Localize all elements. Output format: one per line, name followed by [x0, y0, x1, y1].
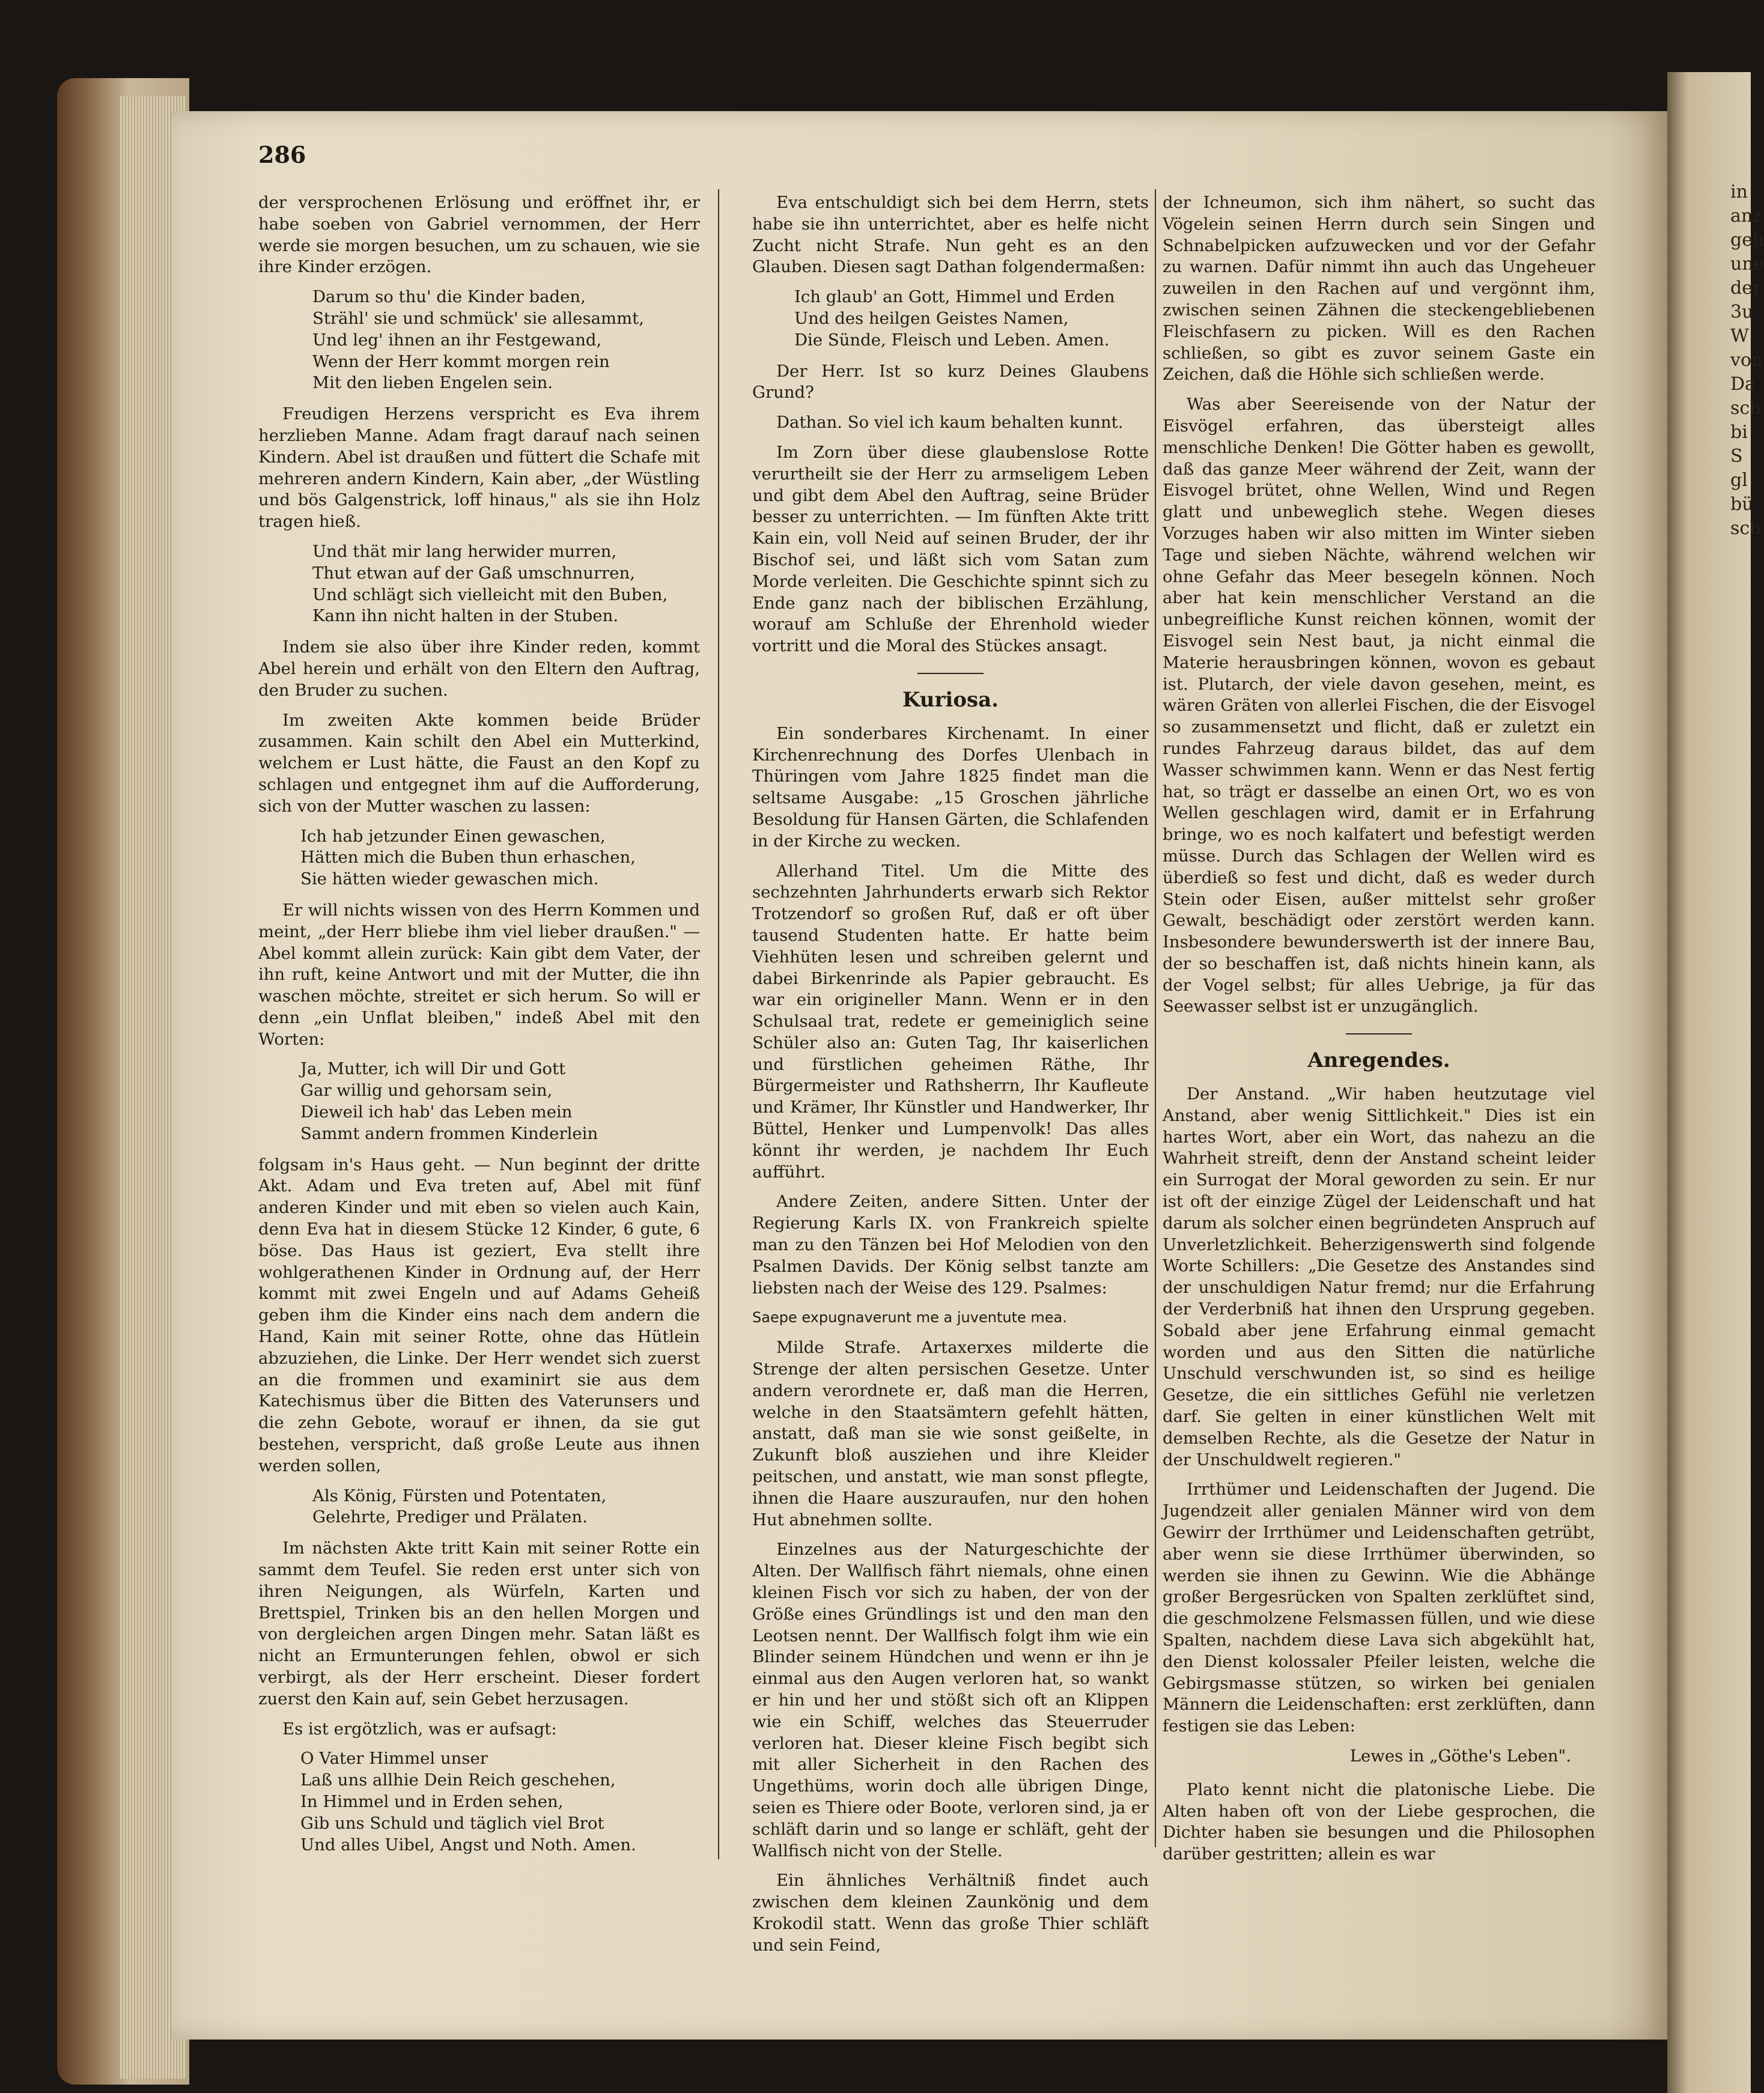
- paragraph: Es ist ergötzlich, was er aufsagt:: [282, 1719, 557, 1739]
- verse-line: Darum so thu' die Kinder baden,: [312, 287, 586, 307]
- verse-line: Und des heilgen Geistes Namen,: [794, 308, 1069, 328]
- paragraph: Im zweiten Akte kommen beide Brüder zusammen. Kain schilt den Abel ein Mutterkind, welchem er Lust hätte, die Faust an den Kopf zu schlagen und entgegnet ihm auf die Aufforderung, sich von der Mutter waschen zu lassen:: [258, 710, 700, 816]
- paragraph: Im nächsten Akte tritt Kain mit seiner Rotte ein sammt dem Teufel. Sie reden erst unter sich von ihren Neigungen, als Würfeln, Karten und Brettspiel, Trinken bis an den hellen Morgen und von dergleichen argen Dingen mehr. Satan läßt es nicht an Ermunterungen fehlen, obwol er sich verbirgt, als der Herr erscheint. Dieser fordert zuerst den Kain auf, sein Gebet herzusagen.: [258, 1539, 700, 1709]
- verse-line: Ja, Mutter, ich will Dir und Gott: [300, 1059, 566, 1079]
- paragraph: folgsam in's Haus geht. — Nun beginnt der dritte Akt. Adam und Eva treten auf, Abel mit fünf anderen Kinder und mit eben so vielen auch Kain, denn Eva hat in diesem Stücke 12 Kinder, 6 gute, 6 böse. Das Haus ist geziert, Eva stellt ihre wohlgerathenen Kinder in Ordnung auf, der Herr kommt mit zwei Engeln und auf Adams Geheiß geben ihm die Kinder eins nach dem andern die Hand, Kain mit seiner Rotte, ohne das Hütlein abzuziehen, die Linke. Der Herr wendet sich zuerst an die frommen und examinirt sie aus dem Katechismus über die Bitten des Vaterunsers und die zehn Gebote, worauf er ihnen, da sie gut bestehen, verspricht, daß große Leute aus ihnen werden sollen,: [258, 1155, 700, 1475]
- verse-line: Dieweil ich hab' das Leben mein: [300, 1102, 573, 1122]
- paragraph: Was aber Seereisende von der Natur der Eisvögel erfahren, das übersteigt alles menschliche Denken! Die Götter haben es gewollt, daß das ganze Meer während der Zeit, wann der Eisvogel brütet, ohne Wellen, Wind und Regen glatt und unbeweglich stehe. Wegen dieses Vorzuges haben wir also mitten im Winter sieben Tage und sieben Nächte, während welchen wir ohne Gefahr das Meer besegeln können. Noch aber hat kein menschlicher Verstand an die unbegreifliche Kunst reichen können, womit der Eisvogel sein Nest baut, ja nicht einmal die Materie herausbringen können, wovon es gebaut ist. Plutarch, der viele davon gesehen, meint, es wären Gräten von allerlei Fischen, die der Eisvogel so zusammensetzt und flicht, daß er zuletzt ein rundes Fahrzeug daraus bildet, das auf dem Wasser schwimmen kann. Wenn er das Nest fertig hat, so trägt er dasselbe an einen Ort, wo es von Wellen geschlagen wird, damit er in Erfahrung bringe, wo es noch kalfatert und befestigt werden müsse. Durch das Schlagen der Wellen wird es überdieß so fest und dicht, daß es weder durch Stein oder Eisen, außer mittelst sehr großer Gewalt, beschädigt oder zerstört werden kann. Insbesondere bewunderswerth ist der innere Bau, der so beschaffen ist, daß nichts hinein kann, als der Vogel selbst; für alles Uebrige, ja für das Seewasser selbst ist er unzugänglich.: [1163, 395, 1595, 1016]
- verse: [312, 1486, 700, 1529]
- section-divider: [1346, 1033, 1412, 1034]
- paragraph: der Ichneumon, sich ihm nähert, so sucht das Vögelein seinen Herrn durch sein Singen und Schnabelpicken aufzuwecken und vor der Gefahr zu warnen. Dafür nimmt ihn auch das Ungeheuer zuweilen in den Rachen auf und vergönnt ihm, zwischen seinen Zähnen die steckengebliebenen Fleischfasern zu picken. Will es den Rachen schließen, so gibt es zuvor seinem Gaste ein Zeichen, daß die Höhle sich schließen werde.: [1163, 193, 1595, 384]
- paragraph: Indem sie also über ihre Kinder reden, kommt Abel herein und erhält von den Eltern den Auftrag, den Bruder zu suchen.: [258, 637, 700, 700]
- section-title-kuriosa: Kuriosa.: [902, 687, 999, 712]
- section-title-anregendes: Anregendes.: [1307, 1048, 1450, 1073]
- paragraph: Eva entschuldigt sich bei dem Herrn, stets habe sie ihn unterrichtet, aber es helfe nicht Zucht nicht Strafe. Nun geht es an den Glauben. Diesen sagt Dathan folgendermaßen:: [752, 193, 1149, 277]
- verse-line: Und thät mir lang herwider murren,: [312, 541, 617, 561]
- verse: [794, 287, 1149, 351]
- verse-line: Sammt andern frommen Kinderlein: [300, 1123, 598, 1143]
- verse-line: Sie hätten wieder gewaschen mich.: [300, 869, 599, 889]
- verse-line: Kann ihn nicht halten in der Stuben.: [312, 606, 619, 626]
- column-rule-2: [1155, 189, 1156, 1847]
- paragraph: Milde Strafe. Artaxerxes milderte die Strenge der alten persischen Gesetze. Unter andern verordnete er, daß man die Herren, welche in den Staatsämtern gefehlt hätten, anstatt, daß man sie wie sonst geißelte, in Zukunft bloß ausziehen und ihre Kleider peitschen, und anstatt, wie man sonst pflegte, ihnen die Haare auszuraufen, nur den hohen Hut abnehmen sollte.: [752, 1338, 1149, 1530]
- paragraph: Einzelnes aus der Naturgeschichte der Alten. Der Wallfisch fährt niemals, ohne einen kleinen Fisch vor sich zu haben, der von der Größe eines Gründlings ist und den man den Leotsen nennt. Der Wallfisch folgt ihm wie ein Blinder seinem Hündchen und wenn er ihn je einmal aus den Augen verloren hat, so wankt er hin und her und stößt sich oft an Klippen wie ein Schiff, welches das Steuerruder verloren hat. Dieser kleine Fisch begibt sich mit aller Sicherheit in den Rachen des Ungethüms, worin doch alle übrigen Dinge, seien es Thiere oder Boote, verloren sind, ja er schläft darin und so lange er schläft, geht der Wallfisch nicht von der Stelle.: [752, 1540, 1149, 1861]
- verse-line: Thut etwan auf der Gaß umschnurren,: [312, 563, 635, 583]
- column-2: [752, 192, 1149, 1965]
- paragraph: Allerhand Titel. Um die Mitte des sechzehnten Jahrhunderts erwarb sich Rektor Trotzendorf so großen Ruf, daß er oft über tausend Studenten hatte. Er hatte beim Viehhüten lesen und schreiben gelernt und dabei Birkenrinde als Papier gebraucht. Es war ein origineller Mann. Wenn er in den Schulsaal trat, redete er gemeiniglich seine Schüler also an: Guten Tag, Ihr kaiserlichen und fürstlichen geheimen Räthe, Ihr Bürgermeister und Rathsherrn, Ihr Kaufleute und Krämer, Ihr Künstler und Handwerker, Ihr Büttel, Henker und Lumpenvolk! Das alles könnt ihr werden, je nachdem Ihr Euch aufführt.: [752, 861, 1149, 1182]
- verse-line: Hätten mich die Buben thun erhaschen,: [300, 848, 636, 867]
- paragraph: Im Zorn über diese glaubenslose Rotte verurtheilt sie der Herr zu armseligem Leben und gibt dem Abel den Auftrag, seine Brüder besser zu unterrichten. — Im fünften Akte tritt Kain ein, voll Neid auf seinen Bruder, der ihr Bischof sei, und läßt sich vom Satan zum Morde verleiten. Die Geschichte spinnt sich zu Ende ganz nach der biblischen Erzählung, worauf am Schluße der Ehrenhold wieder vortritt und die Moral des Stückes ansagt.: [752, 442, 1149, 656]
- verse: [300, 1059, 700, 1144]
- paragraph: Freudigen Herzens verspricht es Eva ihrem herzlieben Manne. Adam fragt darauf nach seinen Kindern. Abel ist draußen und füttert die Schafe mit mehreren andern Kindern, Kain aber, „der Wüstling und bös Galgenstrick, loff hinaus," als sie ihn Holz tragen hieß.: [258, 404, 700, 532]
- column-3: [1163, 192, 1595, 1874]
- attribution: Lewes in „Göthe's Leben".: [1349, 1746, 1571, 1766]
- verse-line: Gelehrte, Prediger und Prälaten.: [312, 1507, 588, 1527]
- paragraph: Der Anstand. „Wir haben heutzutage viel Anstand, aber wenig Sittlichkeit." Dies ist ein hartes Wort, aber ein Wort, das nahezu an die Wahrheit streift, denn der Anstand scheint leider ein Surrogat der Moral geworden zu sein. Er nur ist oft der einzige Zügel der Leidenschaft und hat darum als solcher einen begründeten Anspruch auf Unverletzlichkeit. Beherzigenswerth sind folgende Worte Schillers: „Die Gesetze des Anstandes sind der unschuldigen Natur fremd; nur die Erfahrung der Verderbniß hat ihnen den Ursprung gegeben. Sobald aber jene Erfahrung einmal gemacht worden und aus den Sitten die natürliche Unschuld verschwunden ist, so sind es heilige Gesetze, die ein sittliches Gefühl nie verletzen darf. Sie gelten in einer künstlichen Welt mit demselben Rechte, als die Gesetze der Natur in der Unschuldwelt regieren.": [1163, 1084, 1595, 1469]
- verse-line: Mit den lieben Engelen sein.: [312, 373, 553, 393]
- paragraph: Ein sonderbares Kirchenamt. In einer Kirchenrechnung des Dorfes Ulenbach in Thüringen vom Jahre 1825 findet man die seltsame Ausgabe: „15 Groschen jährliche Besoldung für Hansen Gärten, die Schlafenden in der Kirche zu wecken.: [752, 723, 1149, 851]
- facing-page-text: in anz geh une der 3u W von Da sch bi S gl bü sch: [1730, 181, 1764, 539]
- verse: [300, 1748, 700, 1856]
- paragraph: Andere Zeiten, andere Sitten. Unter der Regierung Karls IX. von Frankreich spielte man zu den Tänzen bei Hof Melodien von den Psalmen Davids. Der König selbst tanzte am liebsten nach der Weise des 129. Psalmes:: [752, 1192, 1149, 1298]
- verse-line: Ich hab jetzunder Einen gewaschen,: [300, 826, 606, 846]
- verse: [312, 287, 700, 394]
- verse-line: Laß uns allhie Dein Reich geschehen,: [300, 1770, 616, 1790]
- verse-line: Strähl' sie und schmück' sie allesammt,: [312, 308, 644, 328]
- column-1: [258, 192, 700, 1865]
- verse-line: In Himmel und in Erden sehen,: [300, 1791, 564, 1811]
- column-rule-1: [718, 189, 719, 1859]
- paragraph: Er will nichts wissen von des Herrn Kommen und meint, „der Herr bliebe ihm viel lieber draußen." — Abel kommt allein zurück: Kain gibt dem Vater, der ihn ruft, keine Antwort und mit der Mutter, die ihn waschen möchte, streitet er sich herum. So will er denn „ein Unflat bleiben," indeß Abel mit den Worten:: [258, 900, 700, 1049]
- verse-line: Gar willig und gehorsam sein,: [300, 1081, 553, 1101]
- verse: [300, 826, 700, 890]
- verse-line: Gib uns Schuld und täglich viel Brot: [300, 1813, 604, 1833]
- latin-quote: Saepe expugnaverunt me a juventute mea.: [752, 1309, 1067, 1326]
- verse: [312, 541, 700, 627]
- verse-line: O Vater Himmel unser: [300, 1749, 488, 1769]
- verse-line: Und leg' ihnen an ihr Festgewand,: [312, 330, 602, 350]
- verse-line: Die Sünde, Fleisch und Leben. Amen.: [794, 330, 1110, 350]
- paragraph: Der Herr. Ist so kurz Deines Glaubens Grund?: [752, 361, 1149, 402]
- paragraph: Irrthümer und Leidenschaften der Jugend. Die Jugendzeit aller genialen Männer wird von dem Gewirr der Irrthümer und Leidenschaften getrübt, aber wenn sie diese Irrthümer überwinden, so werden sie ihnen zu Gewinn. Wie die Abhänge großer Bergesrücken von Spalten zerklüftet sind, die geschmolzene Felsmassen füllen, und wie diese Spalten, nachdem diese Lava sich abgekühlt hat, den Dienst kolossaler Pfeiler leisten, welche die Gebirgsmasse stützen, so wirken bei genialen Männern die Leidenschaften: erst zerklüften, dann festigen sie das Leben:: [1163, 1480, 1595, 1736]
- paragraph: Dathan. So viel ich kaum behalten kunnt.: [776, 413, 1124, 433]
- paragraph: Ein ähnliches Verhältniß findet auch zwischen dem kleinen Zaunkönig und dem Krokodil statt. Wenn das große Thier schläft und sein Feind,: [752, 1871, 1149, 1955]
- verse-line: Und alles Uibel, Angst und Noth. Amen.: [300, 1835, 636, 1855]
- verse-line: Wenn der Herr kommt morgen rein: [312, 351, 610, 371]
- verse-line: Als König, Fürsten und Potentaten,: [312, 1486, 607, 1505]
- paragraph: Plato kennt nicht die platonische Liebe. Die Alten haben oft von der Liebe gesprochen, die Dichter haben sie besungen und die Philosophen darüber gestritten; allein es war: [1163, 1779, 1595, 1864]
- page-number: 286: [258, 141, 306, 168]
- verse-line: Und schlägt sich vielleicht mit den Buben,: [312, 585, 668, 604]
- verse-line: Ich glaub' an Gott, Himmel und Erden: [794, 287, 1115, 307]
- paragraph: der versprochenen Erlösung und eröffnet ihr, er habe soeben von Gabriel vernommen, der Herr werde sie morgen besuchen, um zu schauen, wie sie ihre Kinder erzögen.: [258, 193, 700, 277]
- section-divider: [917, 673, 984, 674]
